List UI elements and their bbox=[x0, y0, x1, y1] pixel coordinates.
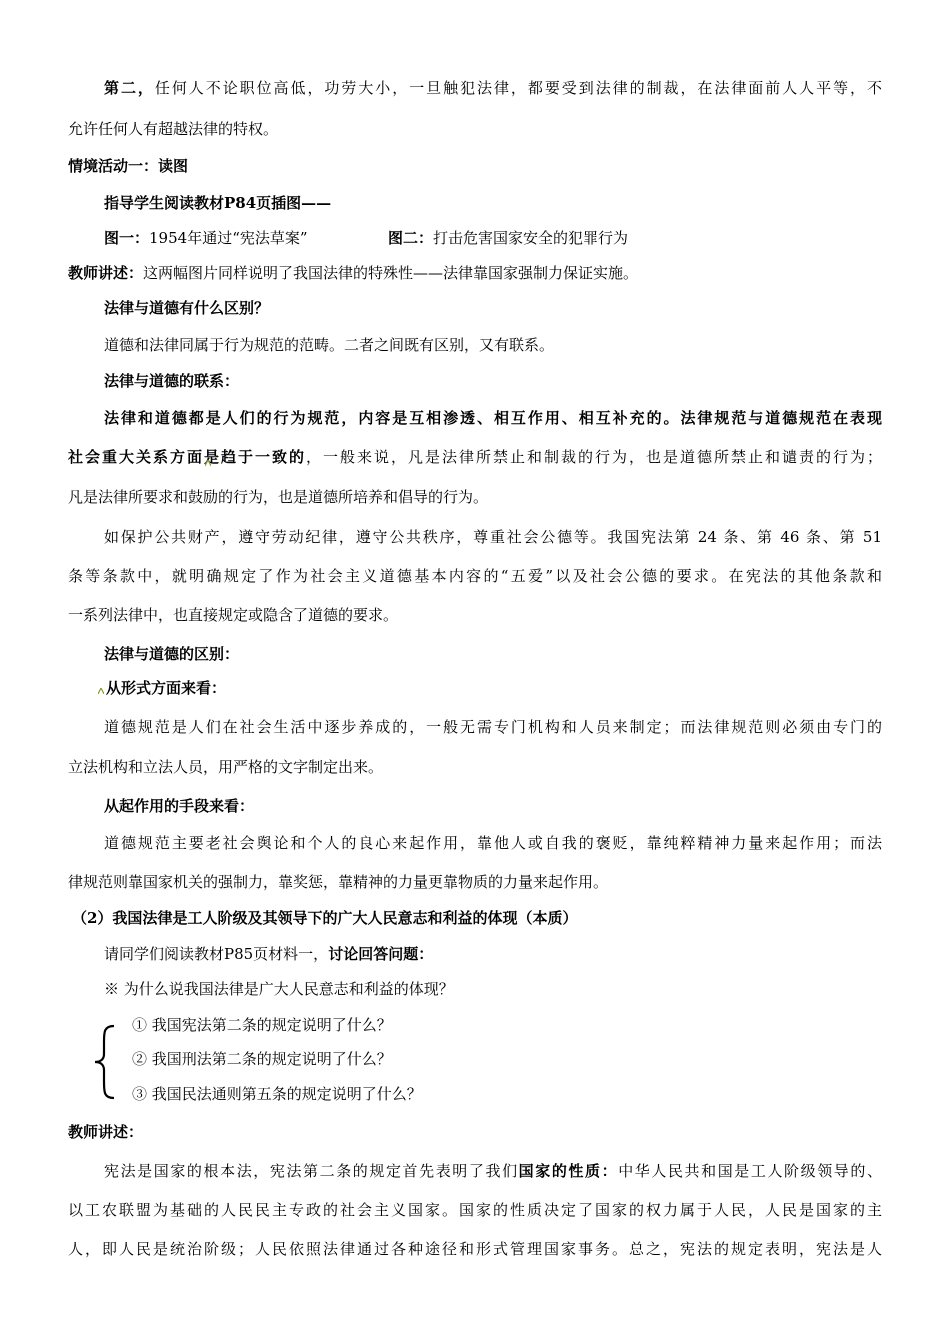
question-difference: 法律与道德有什么区别？ bbox=[104, 299, 270, 317]
sub-question-1: ① 我国宪法第二条的规定说明了什么？ bbox=[132, 1016, 392, 1034]
comment-marker-2 bbox=[98, 688, 104, 694]
second-text: 任何人不论职位高低，功劳大小，一旦触犯法律，都要受到法律的制裁，在法律面前人人平等，不 bbox=[154, 79, 882, 97]
final-line-1-b: 中华人民共和国是工人阶级领导的、 bbox=[618, 1162, 882, 1180]
figure-1-caption bbox=[104, 227, 308, 249]
link-line-2-rest: ，一般来说，凡是法律所禁止和制裁的行为，也是道德所禁止和谴责的行为； bbox=[306, 448, 882, 466]
reading-instruction bbox=[104, 943, 433, 965]
paragraph-both-norms: 道德和法律同属于行为规范的范畴。二者之间既有区别，又有联系。 bbox=[104, 336, 555, 354]
sub-question-2: ② 我国刑法第二条的规定说明了什么？ bbox=[132, 1050, 392, 1068]
sub-question-3: ③ 我国民法通则第五条的规定说明了什么？ bbox=[132, 1085, 422, 1103]
example-line-2-text: 条等条款中，就明确规定了作为社会主义道德基本内容的“五爱”以及社会公德的要求。在宪法的其他条款和 bbox=[68, 567, 882, 585]
curly-brace-icon bbox=[92, 1024, 118, 1100]
means-line-2: 律规范则靠国家机关的强制力，靠奖惩，靠精神的力量更靠物质的力量来起作用。 bbox=[68, 873, 609, 891]
means-line-1 bbox=[104, 832, 882, 854]
difference-title: 法律与道德的区别： bbox=[104, 645, 240, 663]
figure-1-text: 1954年通过“宪法草案” bbox=[149, 229, 308, 247]
link-line-1 bbox=[104, 407, 882, 429]
link-line-1-text: 法律和道德都是人们的行为规范，内容是互相渗透、相互作用、相互补充的。法律规范与道德规范在表现 bbox=[104, 409, 882, 427]
figure-2-text: 打击危害国家安全的犯罪行为 bbox=[433, 229, 629, 247]
link-title: 法律与道德的联系： bbox=[104, 372, 240, 390]
reading-bold: 讨论回答问题： bbox=[328, 945, 434, 963]
paragraph-second-cont: 允许任何人有超越法律的特权。 bbox=[68, 120, 279, 138]
teacher-label-2: 教师讲述： bbox=[68, 1123, 144, 1141]
link-line-2-bold: 社会重大关系方面是趋于一致的 bbox=[68, 448, 306, 466]
final-line-1-bold: 国家的性质： bbox=[518, 1162, 619, 1180]
final-line-1-a: 宪法是国家的根本法，宪法第二条的规定首先表明了我们 bbox=[104, 1162, 519, 1180]
teacher-statement-1 bbox=[68, 262, 638, 284]
link-line-2 bbox=[68, 446, 882, 468]
example-line-1 bbox=[104, 526, 882, 548]
activity-title: 情境活动一：读图 bbox=[68, 157, 189, 175]
means-line-1-text: 道德规范主要老社会舆论和个人的良心来起作用，靠他人或自我的褒贬，靠纯粹精神力量来起作用；而法 bbox=[104, 834, 882, 852]
section-2-heading: （2）我国法律是工人阶级及其领导下的广大人民意志和利益的体现（本质） bbox=[72, 909, 578, 927]
teacher-text-1: 这两幅图片同样说明了我国法律的特殊性——法律靠国家强制力保证实施。 bbox=[143, 264, 639, 282]
main-question: ※ 为什么说我国法律是广大人民意志和利益的体现？ bbox=[104, 980, 454, 998]
figure-1-label: 图一： bbox=[104, 229, 150, 247]
teacher-label-1: 教师讲述： bbox=[68, 264, 144, 282]
paragraph-second bbox=[104, 77, 882, 99]
example-line-1-text: 如保护公共财产，遵守劳动纪律，遵守公共秩序，尊重社会公德等。我国宪法第 24 条、第 46 条、第 51 bbox=[104, 528, 882, 546]
final-line-3 bbox=[68, 1238, 882, 1260]
figure-2-label: 图二： bbox=[388, 229, 434, 247]
reading-text: 请同学们阅读教材P85页材料一， bbox=[104, 945, 329, 963]
form-line-1 bbox=[104, 716, 882, 738]
final-line-2 bbox=[68, 1199, 882, 1221]
means-title: 从起作用的手段来看： bbox=[104, 797, 255, 815]
final-line-2-text: 以工农联盟为基础的人民民主专政的社会主义国家。国家的性质决定了国家的权力属于人民，人民是国家的主 bbox=[68, 1201, 882, 1219]
form-line-2: 立法机构和立法人员，用严格的文字制定出来。 bbox=[68, 758, 384, 776]
link-line-3: 凡是法律所要求和鼓励的行为，也是道德所培养和倡导的行为。 bbox=[68, 488, 489, 506]
form-title: 从形式方面来看： bbox=[106, 679, 227, 697]
guide-text: 指导学生阅读教材P84页插图—— bbox=[104, 194, 332, 212]
example-line-3: 一系列法律中，也直接规定或隐含了道德的要求。 bbox=[68, 606, 399, 624]
final-line-3-text: 人，即人民是统治阶级；人民依照法律通过各种途径和形式管理国家事务。总之，宪法的规定表明，宪法是人 bbox=[68, 1240, 882, 1258]
final-line-1 bbox=[104, 1160, 882, 1182]
figure-2-caption bbox=[388, 227, 628, 249]
form-line-1-text: 道德规范是人们在社会生活中逐步养成的，一般无需专门机构和人员来制定；而法律规范则必须由专门的 bbox=[104, 718, 882, 736]
example-line-2 bbox=[68, 565, 882, 587]
comment-marker bbox=[205, 460, 211, 466]
second-lead: 第二， bbox=[104, 79, 155, 97]
